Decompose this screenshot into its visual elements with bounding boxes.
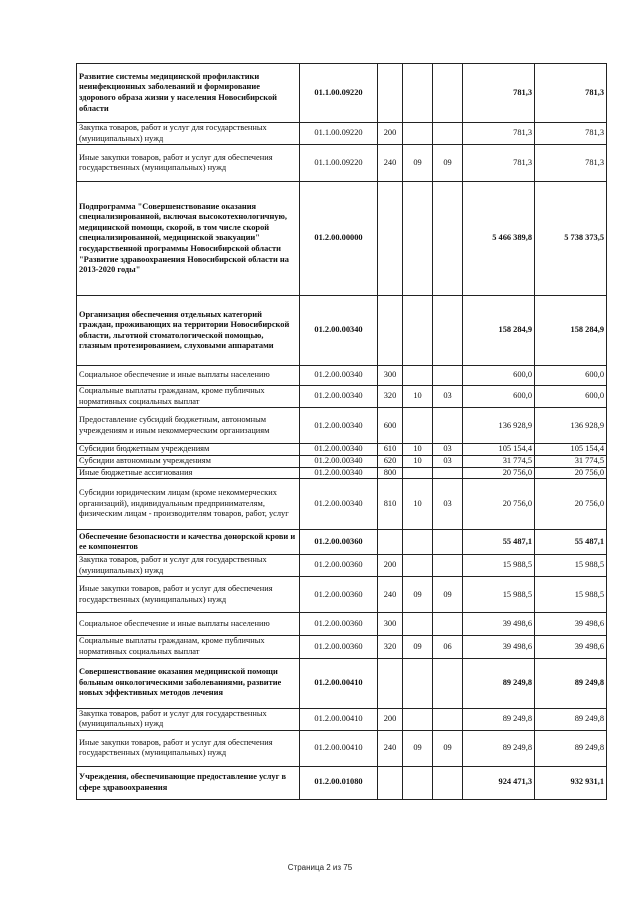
row-value-1: 55 487,1 bbox=[463, 530, 535, 555]
row-code: 01.2.00.00410 bbox=[300, 708, 378, 730]
row-subsection bbox=[433, 555, 463, 577]
row-section bbox=[403, 366, 433, 386]
table-row bbox=[77, 530, 607, 555]
row-expense-type: 610 bbox=[378, 444, 403, 456]
row-section bbox=[403, 658, 433, 708]
row-expense-type bbox=[378, 182, 403, 296]
row-code: 01.1.00.09220 bbox=[300, 123, 378, 145]
row-code: 01.1.00.09220 bbox=[300, 145, 378, 182]
row-value-2: 781,3 bbox=[535, 145, 607, 182]
row-value-2: 105 154,4 bbox=[535, 444, 607, 456]
row-value-2: 39 498,6 bbox=[535, 613, 607, 636]
row-subsection: 09 bbox=[433, 145, 463, 182]
row-value-2: 781,3 bbox=[535, 123, 607, 145]
row-section bbox=[403, 530, 433, 555]
row-expense-type: 300 bbox=[378, 613, 403, 636]
row-code: 01.2.00.00340 bbox=[300, 296, 378, 366]
row-expense-type: 320 bbox=[378, 636, 403, 658]
row-value-2: 158 284,9 bbox=[535, 296, 607, 366]
row-code: 01.2.00.00360 bbox=[300, 577, 378, 613]
table-row bbox=[77, 408, 607, 444]
row-value-1: 39 498,6 bbox=[463, 613, 535, 636]
table-row bbox=[77, 658, 607, 708]
row-subsection bbox=[433, 123, 463, 145]
row-expense-type: 240 bbox=[378, 145, 403, 182]
row-code: 01.2.00.00340 bbox=[300, 444, 378, 456]
table-row bbox=[77, 386, 607, 408]
row-value-2: 31 774,5 bbox=[535, 455, 607, 467]
row-subsection: 03 bbox=[433, 479, 463, 530]
row-section: 09 bbox=[403, 577, 433, 613]
row-value-1: 781,3 bbox=[463, 123, 535, 145]
row-code: 01.2.00.00340 bbox=[300, 408, 378, 444]
row-value-2: 781,3 bbox=[535, 64, 607, 123]
row-section bbox=[403, 467, 433, 479]
row-code: 01.2.00.00340 bbox=[300, 366, 378, 386]
row-expense-type: 200 bbox=[378, 123, 403, 145]
row-name: Субсидии юридическим лицам (кроме некоммерческих организаций), индивидуальным предпринимателям, физическим лицам - производителям товаров, работ, услуг bbox=[77, 479, 300, 530]
row-section bbox=[403, 408, 433, 444]
row-section bbox=[403, 766, 433, 799]
row-expense-type bbox=[378, 296, 403, 366]
row-name: Закупка товаров, работ и услуг для государственных (муниципальных) нужд bbox=[77, 555, 300, 577]
row-value-1: 39 498,6 bbox=[463, 636, 535, 658]
row-section bbox=[403, 555, 433, 577]
row-value-1: 5 466 389,8 bbox=[463, 182, 535, 296]
row-section bbox=[403, 182, 433, 296]
row-value-1: 781,3 bbox=[463, 64, 535, 123]
table-row bbox=[77, 613, 607, 636]
row-value-2: 89 249,8 bbox=[535, 658, 607, 708]
row-section: 09 bbox=[403, 636, 433, 658]
row-value-2: 600,0 bbox=[535, 366, 607, 386]
row-expense-type: 240 bbox=[378, 577, 403, 613]
row-section bbox=[403, 64, 433, 123]
row-expense-type: 240 bbox=[378, 730, 403, 766]
row-code: 01.2.00.00340 bbox=[300, 467, 378, 479]
row-value-2: 15 988,5 bbox=[535, 555, 607, 577]
row-code: 01.2.00.00340 bbox=[300, 386, 378, 408]
row-section: 10 bbox=[403, 455, 433, 467]
row-name: Закупка товаров, работ и услуг для государственных (муниципальных) нужд bbox=[77, 123, 300, 145]
row-subsection: 09 bbox=[433, 577, 463, 613]
row-value-2: 136 928,9 bbox=[535, 408, 607, 444]
row-code: 01.2.00.00360 bbox=[300, 613, 378, 636]
row-expense-type: 300 bbox=[378, 366, 403, 386]
table-row bbox=[77, 766, 607, 799]
row-value-1: 20 756,0 bbox=[463, 467, 535, 479]
row-value-2: 15 988,5 bbox=[535, 577, 607, 613]
row-name: Иные закупки товаров, работ и услуг для обеспечения государственных (муниципальных) нужд bbox=[77, 145, 300, 182]
row-name: Подпрограмма "Совершенствование оказания специализированной, включая высокотехнологичную, медицинской помощи, скорой, в том числе скорой специализированной, медицинской эвакуации" государственной программы Новосибирской области "Развитие здравоохранения Новосибирской области на 2013-2020 годы" bbox=[77, 182, 300, 296]
row-value-2: 39 498,6 bbox=[535, 636, 607, 658]
row-code: 01.2.00.00360 bbox=[300, 636, 378, 658]
row-value-2: 5 738 373,5 bbox=[535, 182, 607, 296]
row-value-2: 89 249,8 bbox=[535, 730, 607, 766]
row-section: 10 bbox=[403, 444, 433, 456]
row-subsection bbox=[433, 64, 463, 123]
table-row bbox=[77, 467, 607, 479]
row-expense-type: 800 bbox=[378, 467, 403, 479]
row-value-1: 105 154,4 bbox=[463, 444, 535, 456]
table-row bbox=[77, 708, 607, 730]
row-name: Предоставление субсидий бюджетным, автономным учреждениям и иным некоммерческим организациям bbox=[77, 408, 300, 444]
row-expense-type: 810 bbox=[378, 479, 403, 530]
row-code: 01.2.00.00340 bbox=[300, 455, 378, 467]
row-value-1: 20 756,0 bbox=[463, 479, 535, 530]
row-value-1: 158 284,9 bbox=[463, 296, 535, 366]
row-subsection: 03 bbox=[433, 444, 463, 456]
row-name: Иные закупки товаров, работ и услуг для обеспечения государственных (муниципальных) нужд bbox=[77, 577, 300, 613]
table-row bbox=[77, 64, 607, 123]
row-value-2: 55 487,1 bbox=[535, 530, 607, 555]
row-name: Социальные выплаты гражданам, кроме публичных нормативных социальных выплат bbox=[77, 386, 300, 408]
row-code: 01.2.00.00410 bbox=[300, 730, 378, 766]
row-value-2: 20 756,0 bbox=[535, 467, 607, 479]
table-row bbox=[77, 444, 607, 456]
row-code: 01.2.00.00360 bbox=[300, 530, 378, 555]
table-row bbox=[77, 555, 607, 577]
row-value-2: 20 756,0 bbox=[535, 479, 607, 530]
row-subsection bbox=[433, 366, 463, 386]
row-subsection bbox=[433, 296, 463, 366]
row-expense-type: 200 bbox=[378, 555, 403, 577]
row-name: Субсидии автономным учреждениям bbox=[77, 455, 300, 467]
table-row bbox=[77, 636, 607, 658]
row-expense-type bbox=[378, 658, 403, 708]
row-value-1: 15 988,5 bbox=[463, 577, 535, 613]
row-section: 09 bbox=[403, 145, 433, 182]
row-expense-type bbox=[378, 64, 403, 123]
row-value-1: 781,3 bbox=[463, 145, 535, 182]
row-name: Субсидии бюджетным учреждениям bbox=[77, 444, 300, 456]
row-value-1: 31 774,5 bbox=[463, 455, 535, 467]
row-value-1: 89 249,8 bbox=[463, 658, 535, 708]
row-value-1: 924 471,3 bbox=[463, 766, 535, 799]
row-subsection bbox=[433, 708, 463, 730]
row-expense-type: 620 bbox=[378, 455, 403, 467]
row-name: Организация обеспечения отдельных категорий граждан, проживающих на территории Новосибирской области, льготной стоматологической помощью, глазным протезированием, слуховыми аппаратами bbox=[77, 296, 300, 366]
table-row bbox=[77, 366, 607, 386]
row-section bbox=[403, 613, 433, 636]
row-value-1: 600,0 bbox=[463, 366, 535, 386]
row-name: Совершенствование оказания медицинской помощи больным онкологическими заболеваниями, развитие новых эффективных методов лечения bbox=[77, 658, 300, 708]
row-code: 01.2.00.01080 bbox=[300, 766, 378, 799]
row-name: Учреждения, обеспечивающие предоставление услуг в сфере здравоохранения bbox=[77, 766, 300, 799]
row-subsection bbox=[433, 766, 463, 799]
row-subsection: 03 bbox=[433, 386, 463, 408]
row-name: Иные закупки товаров, работ и услуг для обеспечения государственных (муниципальных) нужд bbox=[77, 730, 300, 766]
budget-table-body bbox=[77, 64, 607, 800]
row-value-1: 136 928,9 bbox=[463, 408, 535, 444]
row-name: Закупка товаров, работ и услуг для государственных (муниципальных) нужд bbox=[77, 708, 300, 730]
row-expense-type bbox=[378, 766, 403, 799]
row-subsection: 03 bbox=[433, 455, 463, 467]
row-code: 01.2.00.00000 bbox=[300, 182, 378, 296]
page-number: Страница 2 из 75 bbox=[287, 863, 353, 872]
row-value-1: 89 249,8 bbox=[463, 730, 535, 766]
row-value-2: 600,0 bbox=[535, 386, 607, 408]
row-subsection bbox=[433, 613, 463, 636]
row-code: 01.2.00.00410 bbox=[300, 658, 378, 708]
row-code: 01.1.00.09220 bbox=[300, 64, 378, 123]
row-expense-type: 600 bbox=[378, 408, 403, 444]
row-section: 10 bbox=[403, 479, 433, 530]
row-subsection bbox=[433, 467, 463, 479]
row-section: 10 bbox=[403, 386, 433, 408]
row-expense-type bbox=[378, 530, 403, 555]
table-row bbox=[77, 479, 607, 530]
table-row bbox=[77, 577, 607, 613]
row-expense-type: 320 bbox=[378, 386, 403, 408]
table-row bbox=[77, 182, 607, 296]
row-code: 01.2.00.00340 bbox=[300, 479, 378, 530]
row-subsection: 06 bbox=[433, 636, 463, 658]
table-row bbox=[77, 123, 607, 145]
row-name: Социальные выплаты гражданам, кроме публичных нормативных социальных выплат bbox=[77, 636, 300, 658]
table-row bbox=[77, 296, 607, 366]
row-section bbox=[403, 123, 433, 145]
row-subsection bbox=[433, 408, 463, 444]
row-name: Развитие системы медицинской профилактики неинфекционных заболеваний и формирование здорового образа жизни у населения Новосибирской области bbox=[77, 64, 300, 123]
row-code: 01.2.00.00360 bbox=[300, 555, 378, 577]
row-name: Обеспечение безопасности и качества донорской крови и ее компонентов bbox=[77, 530, 300, 555]
row-value-1: 15 988,5 bbox=[463, 555, 535, 577]
budget-table bbox=[76, 63, 607, 800]
table-row bbox=[77, 145, 607, 182]
row-value-2: 89 249,8 bbox=[535, 708, 607, 730]
row-name: Социальное обеспечение и иные выплаты населению bbox=[77, 613, 300, 636]
row-value-2: 932 931,1 bbox=[535, 766, 607, 799]
table-row bbox=[77, 455, 607, 467]
row-value-1: 89 249,8 bbox=[463, 708, 535, 730]
row-section bbox=[403, 708, 433, 730]
row-subsection bbox=[433, 182, 463, 296]
row-name: Социальное обеспечение и иные выплаты населению bbox=[77, 366, 300, 386]
row-section bbox=[403, 296, 433, 366]
table-row bbox=[77, 730, 607, 766]
row-subsection: 09 bbox=[433, 730, 463, 766]
row-value-1: 600,0 bbox=[463, 386, 535, 408]
row-subsection bbox=[433, 530, 463, 555]
row-name: Иные бюджетные ассигнования bbox=[77, 467, 300, 479]
row-subsection bbox=[433, 658, 463, 708]
row-section: 09 bbox=[403, 730, 433, 766]
row-expense-type: 200 bbox=[378, 708, 403, 730]
